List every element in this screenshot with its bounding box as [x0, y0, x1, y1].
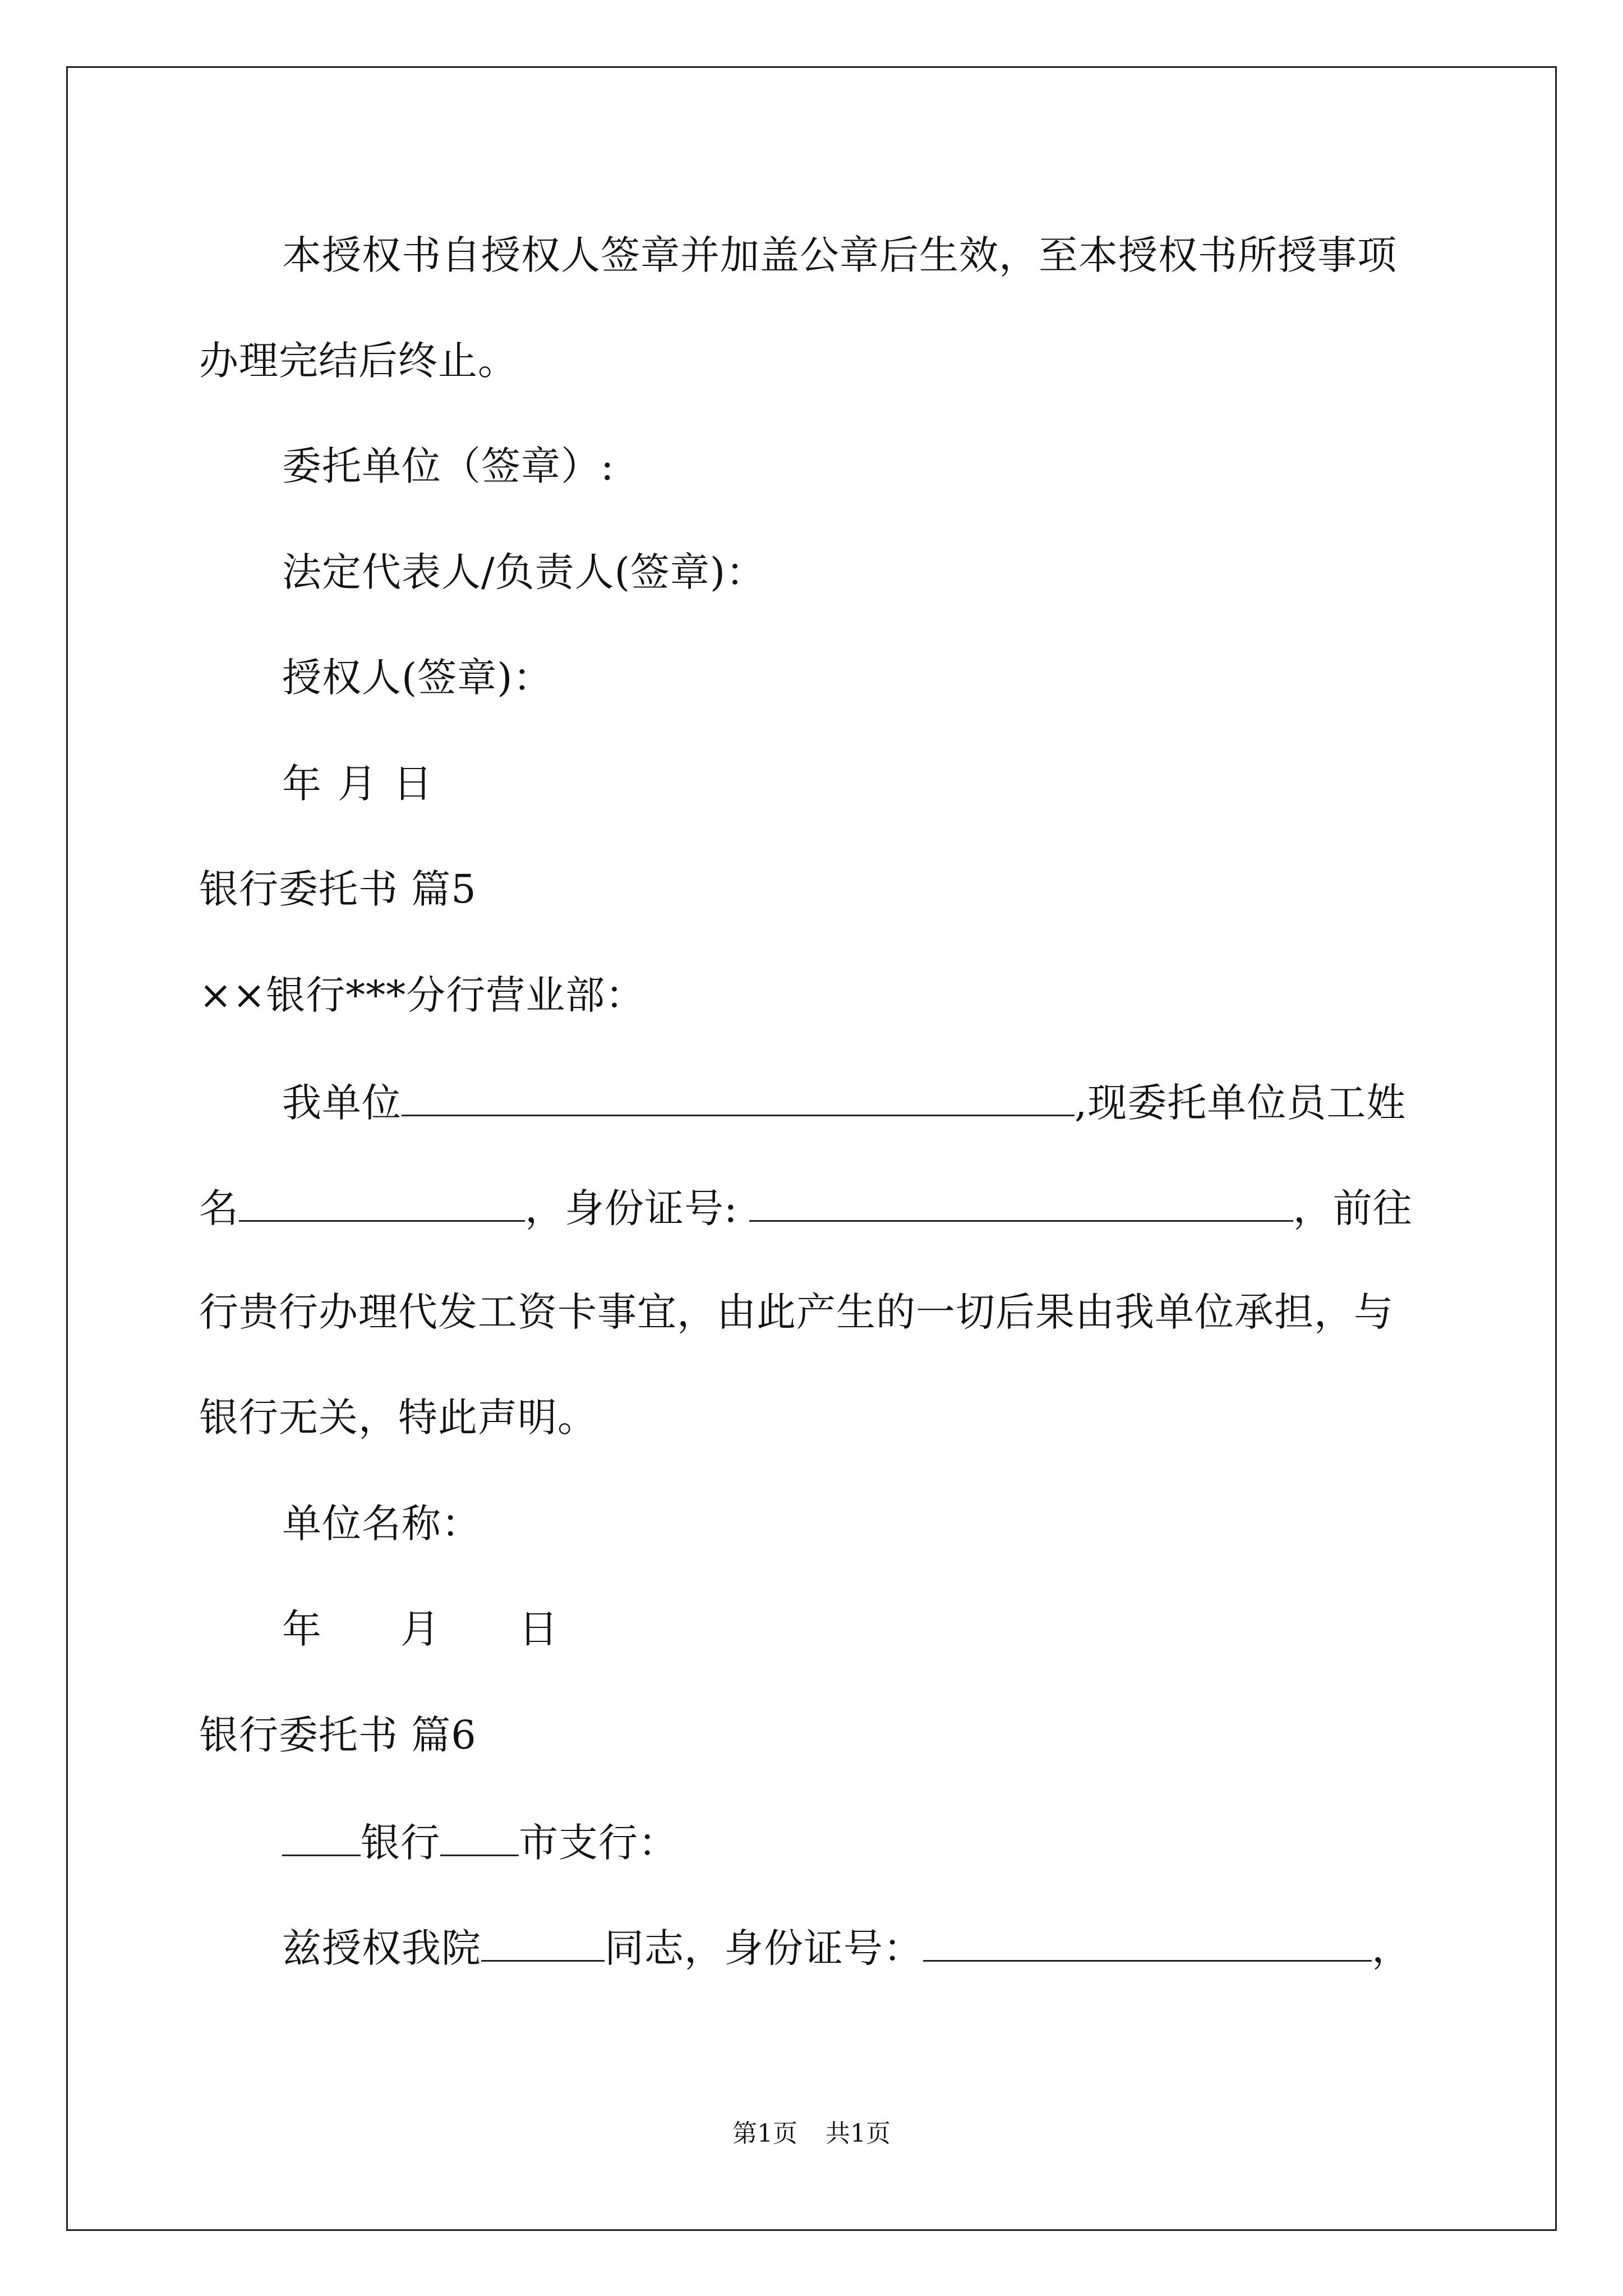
text-fragment: 兹授权我院	[282, 1925, 481, 1971]
section-heading-5: 银行委托书 篇5	[199, 866, 477, 912]
blank-id-number	[749, 1181, 1293, 1222]
blank-city-name	[440, 1815, 519, 1856]
paragraph-5-line4: 银行无关，特此声明。	[199, 1395, 597, 1441]
text-fragment: ，前往	[1293, 1185, 1413, 1231]
page-border	[66, 66, 1557, 2231]
legal-representative-signature: 法定代表人/负责人(签章)：	[282, 549, 766, 595]
blank-id-number	[923, 1921, 1372, 1962]
paragraph-effective-line2: 办理完结后终止。	[199, 338, 518, 384]
text-fragment: ，	[1372, 1925, 1412, 1971]
date-line-1	[282, 758, 433, 809]
text-fragment: 同志，身份证号：	[605, 1925, 923, 1971]
page-total: 共1页	[826, 2119, 891, 2148]
unit-name-label: 单位名称：	[282, 1501, 481, 1547]
paragraph-5-line3: 行贵行办理代发工资卡事宜，由此产生的一切后果由我单位承担，与	[199, 1289, 1394, 1335]
date-day: 日	[519, 1606, 559, 1652]
blank-person-name	[481, 1921, 605, 1962]
page-number: 第1页	[732, 2119, 797, 2148]
date-month: 月	[338, 761, 377, 807]
blank-bank-name	[282, 1815, 361, 1856]
text-fragment: ，身份证号:	[525, 1185, 738, 1231]
paragraph-effective-line1: 本授权书自授权人签章并加盖公章后生效，至本授权书所授事项	[282, 232, 1397, 278]
entrust-unit-signature: 委托单位（签章）:	[282, 443, 615, 489]
date-year: 年	[282, 761, 322, 807]
section-heading-6: 银行委托书 篇6	[199, 1712, 477, 1758]
paragraph-5-line2	[199, 1181, 1413, 1234]
text-fragment: 我单位	[282, 1080, 402, 1126]
blank-unit-name	[402, 1075, 1075, 1116]
paragraph-5-line1	[282, 1075, 1406, 1128]
text-fragment: 名	[199, 1185, 239, 1231]
text-fragment: ,现委托单位员工姓	[1075, 1080, 1407, 1126]
addressee-6	[282, 1815, 678, 1868]
addressee-5: ××银行***分行营业部：	[199, 972, 645, 1018]
date-line-2	[282, 1604, 559, 1654]
page-footer	[0, 2117, 1623, 2151]
text-fragment: 银行	[361, 1820, 440, 1866]
date-year: 年	[282, 1606, 322, 1652]
blank-employee-name	[239, 1181, 525, 1222]
text-fragment: 市支行：	[519, 1820, 678, 1866]
date-month: 月	[400, 1606, 440, 1652]
date-day: 日	[393, 761, 433, 807]
paragraph-6-line1	[282, 1921, 1412, 1973]
authorizer-signature: 授权人(签章)：	[282, 655, 553, 701]
